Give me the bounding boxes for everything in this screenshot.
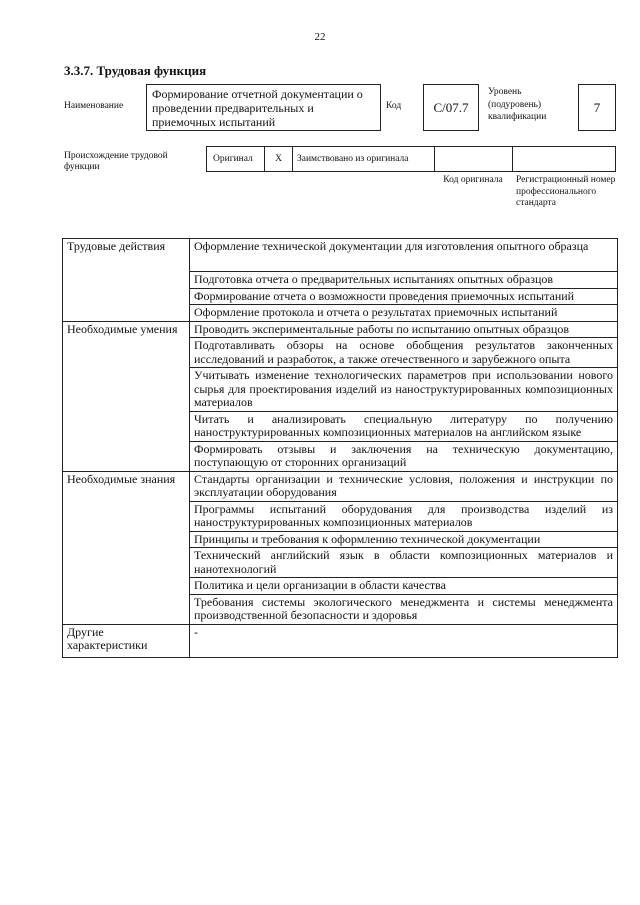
table-cell: Формировать отзывы и заключения на техническую документацию, поступающую от сторонних организаций: [190, 441, 618, 471]
table-cell: Принципы и требования к оформлению технической документации: [190, 531, 618, 548]
borrowed-cell: Заимствовано из оригинала: [293, 147, 435, 171]
level-label-line-2: (подуровень): [488, 99, 542, 110]
table-cell: Оформление протокола и отчета о результатах приемочных испытаний: [190, 305, 618, 322]
table-row: [63, 624, 618, 657]
table-row: [63, 239, 618, 272]
level-label: [488, 86, 546, 124]
table-cell: Оформление технической документации для изготовления опытного образца: [190, 239, 618, 272]
table-cell: Проводить экспериментальные работы по испытанию опытных образцов: [190, 321, 618, 338]
level-label-line-1: Уровень: [488, 87, 522, 97]
code-original-label: Код оригинала: [443, 175, 503, 185]
table-cell: Подготавливать обзоры на основе обобщения результатов законченных исследований и разработок, а также отечественного и зарубежного опыта: [190, 338, 618, 368]
function-name-field: Формирование отчетной документации о проведении предварительных и приемочных испытаний: [146, 84, 381, 131]
table-cell: Учитывать изменение технологических параметров при использовании нового сырья для проектирования изделий из наноструктурированных композиционных материалов: [190, 368, 618, 412]
page-number: 22: [314, 31, 326, 43]
code-label: Код: [386, 101, 402, 111]
table-row: [63, 321, 618, 338]
level-label-line-3: квалификации: [488, 112, 547, 122]
original-mark: X: [265, 147, 293, 171]
registration-number-label: Регистрационный номер профессионального стандарта: [516, 175, 616, 208]
table-cell: Политика и цели организации в области качества: [190, 578, 618, 595]
table-cell: Читать и анализировать специальную литературу по получению наноструктурированных композиционных материалов на английском языке: [190, 411, 618, 441]
registration-number-cell: [513, 147, 615, 171]
original-cell: Оригинал: [207, 147, 265, 171]
table-row: [63, 471, 618, 501]
knowledge-label: Необходимые знания: [63, 471, 190, 624]
skills-label: Необходимые умения: [63, 321, 190, 471]
table-cell: Стандарты организации и технические условия, положения и инструкции по эксплуатации оборудования: [190, 471, 618, 501]
level-field: 7: [578, 84, 616, 131]
code-field: С/07.7: [423, 84, 479, 131]
table-cell: Требования системы экологического менеджмента и системы менеджмента производственной безопасности и здоровья: [190, 594, 618, 624]
other-characteristics-label: Другие характеристики: [63, 624, 190, 657]
table-cell: Формирование отчета о возможности проведения приемочных испытаний: [190, 288, 618, 305]
section-title: 3.3.7. Трудовая функция: [64, 63, 207, 78]
function-details-table: [62, 238, 618, 658]
labor-actions-label: Трудовые действия: [63, 239, 190, 322]
table-cell: Технический английский язык в области композиционных материалов и нанотехнологий: [190, 548, 618, 578]
table-cell: -: [190, 624, 618, 657]
table-cell: Подготовка отчета о предварительных испытаниях опытных образцов: [190, 272, 618, 289]
origin-label: Происхождение трудовой функции: [64, 151, 168, 172]
origin-row: [206, 146, 616, 172]
table-cell: Программы испытаний оборудования для производства изделий из наноструктурированных композиционных материалов: [190, 501, 618, 531]
code-original-cell: [435, 147, 513, 171]
name-label: Наименование: [64, 101, 124, 111]
